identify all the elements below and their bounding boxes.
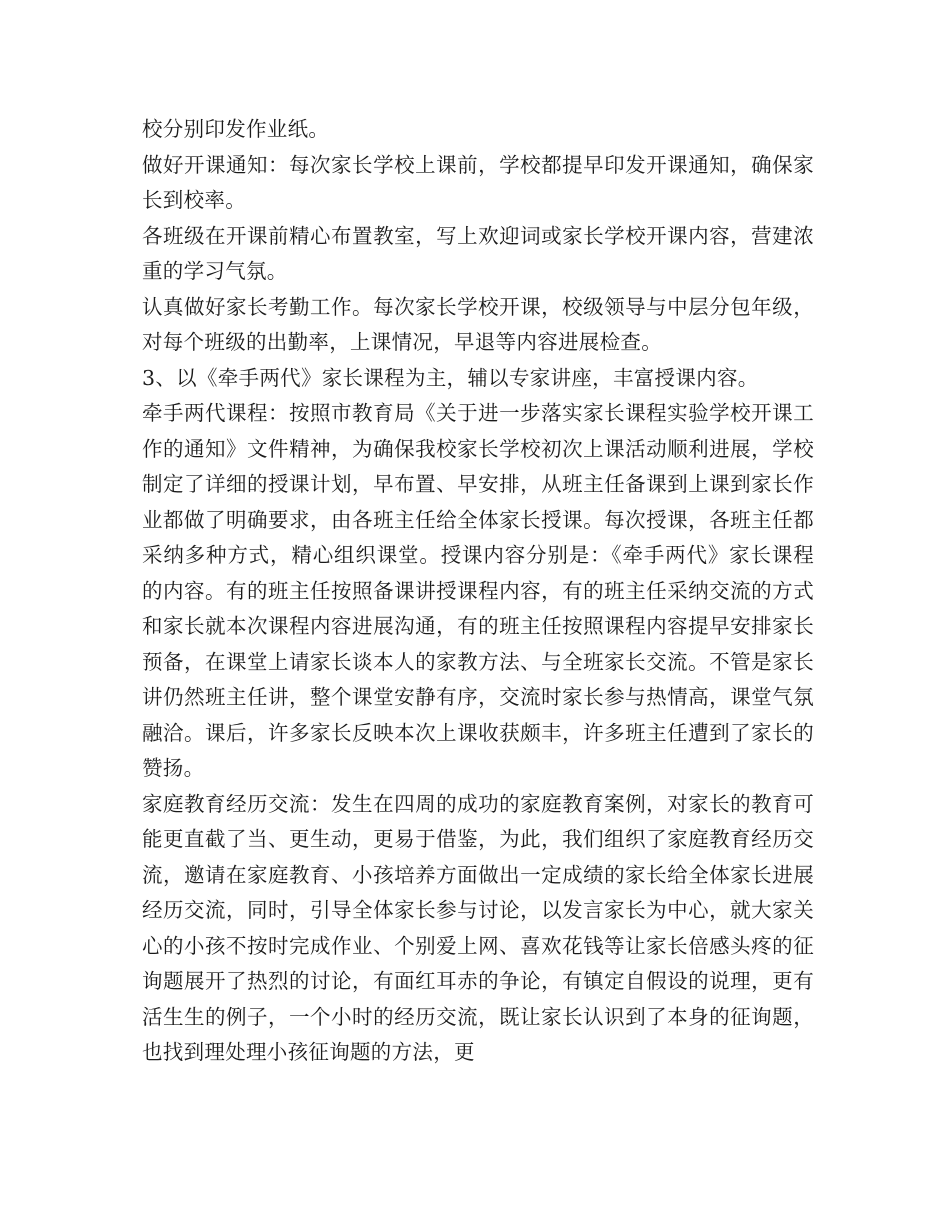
paragraph-1: 校分别印发作业纸。 — [142, 117, 330, 141]
paragraph-3: 各班级在开课前精心布置教室，写上欢迎词或家长学校开课内容，营建浓重的学习气氛。 — [142, 223, 814, 283]
paragraph-course: 牵手两代课程：按照市教育局《关于进一步落实家长课程实验学校开课工作的通知》文件精神，为确保我校家长学校初次上课活动顺利进展，学校制定了详细的授课计划，早布置、早安排，从班主任备课到上课到家长作业都做了明确要求，由各班主任给全体家长授课。每次授课，各班主任都采纳多种方式，精心组织课堂。授课内容分别是：《牵手两代》家长课程的内容。有的班主任按照备课讲授课程内容，有的班主任采纳交流的方式和家长就本次课程内容进展沟通，有的班主任按照课程内容提早安排家长预备，在课堂上请家长谈本人的家教方法、与全班家长交流。不管是家长讲仍然班主任讲，整个课堂安静有序，交流时家长参与热情高，课堂气氛融洽。课后，许多家长反映本次上课收获颇丰，许多班主任遭到了家长的赞扬。 — [142, 401, 814, 780]
paragraph-4: 认真做好家长考勤工作。每次家长学校开课，校级领导与中层分包年级，对每个班级的出勤率，上课情况，早退等内容进展检查。 — [142, 294, 814, 354]
document-body — [142, 112, 814, 1071]
paragraph-experience: 家庭教育经历交流：发生在四周的成功的家庭教育案例，对家长的教育可能更直截了当、更生动，更易于借鉴，为此，我们组织了家庭教育经历交流，邀请在家庭教育、小孩培养方面做出一定成绩的家长给全体家长进展经历交流，同时，引导全体家长参与讨论，以发言家长为中心，就大家关心的小孩不按时完成作业、个别爱上网、喜欢花钱等让家长倍感头疼的征询题展开了热烈的讨论，有面红耳赤的争论，有镇定自假设的说理，更有活生生的例子，一个小时的经历交流，既让家长认识到了本身的征询题，也找到理处理小孩征询题的方法，更 — [142, 791, 814, 1064]
paragraph-2: 做好开课通知：每次家长学校上课前，学校都提早印发开课通知，确保家长到校率。 — [142, 152, 814, 212]
section-heading-3: 3、以《牵手两代》家长课程为主，辅以专家讲座，丰富授课内容。 — [142, 365, 759, 390]
